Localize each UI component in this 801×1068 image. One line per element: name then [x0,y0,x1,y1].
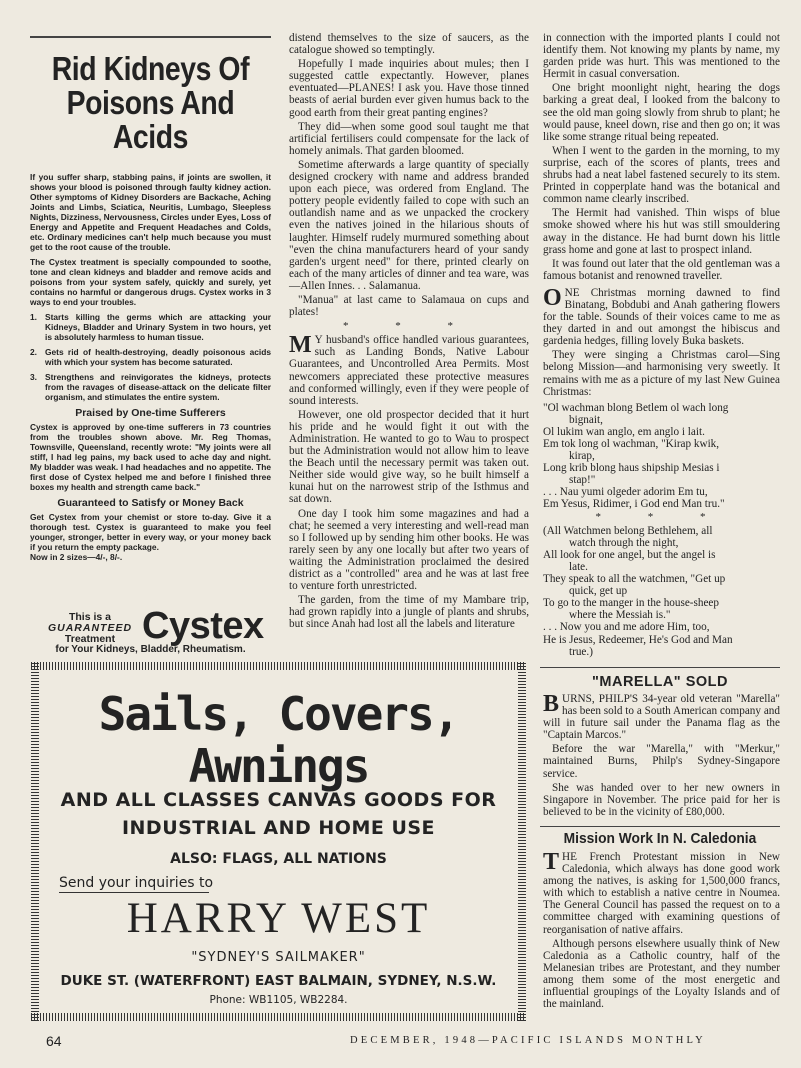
cystex-treatment: The Cystex treatment is specially compounded to soothe, tone and clean kidneys and bladder and remove acids and poisons from your system safely, quickly and surely, yet contains no harmful or dangerous drugs. Cystex works in 3 ways to end your troubles. [30,257,271,307]
verse-line: quick, get up [569,585,628,598]
verse-line: Long krib blong haus shipship Mesias i [543,462,720,475]
verse-line: true.) [569,645,593,658]
caledonia-article [543,851,780,1012]
cystex-point [30,312,271,342]
page-number: 64 [46,1033,62,1049]
cystex-sizes: Now in 2 sizes—4/-, 8/-. [30,552,123,562]
section-divider-stars: * * * [595,510,728,523]
drop-cap: T [543,849,560,875]
verse-line: . . . Nau yumi olgeder adorim Em tu, [543,486,708,499]
sails-ad-send-underline [59,892,209,893]
verse-line: bignait, [569,413,603,426]
article-paragraph: Hopefully I made inquiries about mules; then I suggested cattle expectantly. However, planes eventuated—PLANES! I ask you. Have those tinned beasts of aerial burden ever given humus back to the good earth from their great panting engines? [289,58,529,119]
cystex-headline-2: Poisons And Acids [66,84,235,155]
verse-line: (All Watchmen belong Bethlehem, all [543,524,713,537]
point-text: Starts killing the germs which are attacking your Kidneys, Bladder and Urinary System in two hours, yet is absolutely harmless to human tissue. [45,312,271,342]
cystex-guarantee-text: Get Cystex from your chemist or store to-day. Give it a thorough test. Cystex is guaranteed to make you feel younger, stronger, better in every way, or your money back if you return the empty package. [30,512,271,552]
sails-ad-address: DUKE ST. (WATERFRONT) EAST BALMAIN, SYDNEY, N.S.W. [60,973,497,989]
article-paragraph [543,693,780,741]
point-text: Gets rid of health-destroying, deadly poisonous acids with which your system has become saturated. [45,347,271,367]
article-paragraph [543,851,780,936]
cystex-brand-logo: Cystex [142,605,264,647]
article-paragraph: It was found out later that the old gentleman was a famous botanist and renowned traveller. [543,257,780,282]
verse-line: Ol lukim wan anglo, em anglo i lait. [543,425,705,438]
sails-ad-border-left [31,662,39,1021]
verse-line: watch through the night, [569,536,679,549]
article-paragraph: in connection with the imported plants I could not identify them. Not knowing my plants by name, my garden pride was hurt. This was mentioned to the Hermit in casual conversation. [543,32,780,81]
logo-prefix-1: This is a [68,611,111,623]
article-paragraph: When I went to the garden in the morning, to my surprise, each of the scores of plants, trees and shrubs had a neat label fastened securely to its stem. Printed in copperplate hand was the botanical and common name clearly inscribed. [543,144,780,206]
caledonia-heading: Mission Work In N. Caledonia [563,831,757,847]
article-paragraph: They did—when some good soul taught me that artificial fertilisers could compensate for the lack of homely animals. That garden bloomed. [289,120,529,157]
sails-ad-name: HARRY WEST [126,895,431,942]
article-paragraph: They were singing a Christmas carol—Sing belong Mission—and harmonising very sweetly. It remains with me as a picture of my last New Guinea Christmas: [543,349,780,398]
cystex-points [30,312,271,402]
cystex-guarantee-heading: Guaranteed to Satisfy or Money Back [57,497,244,509]
drop-cap: B [543,691,560,717]
dropcap-paragraph-text: Y husband's office handled various guarantees, such as Landing Bonds, Native Labour Guarantees, and Uncontrolled Area Permits. Most newcomers appreciated these protective measures and conformed willingly, even if they were people of sound interests. [289,334,529,407]
cystex-point [30,347,271,367]
article-paragraph: Before the war "Marella," with "Merkur," maintained Burns, Philp's Sydney-Singapore service. [543,743,780,780]
section-divider-stars: * * * [343,320,475,333]
sails-ad-border-bottom [31,1013,526,1021]
sails-ad-tagline: "SYDNEY'S SAILMAKER" [191,950,366,965]
footer-issue: DECEMBER, 1948—PACIFIC ISLANDS MONTHLY [350,1035,706,1046]
dropcap-paragraph-text: HE French Protestant mission in New Caledonia, which always has done good work among the natives, is asking for 1,500,000 francs, with which to establish a native centre in Noumea. The General Council has passed the request on to a committee charged with examining questions of reorganisation of native affairs. [543,851,780,936]
article-paragraph: One bright moonlight night, hearing the dogs barking a great deal, I looked from the balcony to see the old man going slowly from shrub to plant; he would pause, kneel down, rise and then go on; it was like some strange ritual being repeated. [543,82,780,143]
sails-ad-line-1: AND ALL CLASSES CANVAS GOODS FOR [60,789,497,811]
marella-article [543,693,780,820]
point-number: 1. [30,312,37,322]
cystex-intro: If you suffer sharp, stabbing pains, if joints are swollen, it shows your blood is poisoned through faulty kidney action. Other symptoms of Kidney Disorders are Backache, Aching Joints and Limbs, Sciatica, Neuritis, Lumbago, Sleepless Nights, Dizziness, Nervousness, Circles under Eyes, Loss of Energy and Appetite and Frequent Headaches and Colds, etc. Ordinary medicines can't help much because you must get to the root cause of the trouble. [30,172,271,252]
sails-ad [39,670,518,1013]
marella-heading: "MARELLA" SOLD [592,674,728,690]
cystex-point [30,372,271,402]
article-paragraph: Although persons elsewhere usually think of New Caledonia as a Catholic country, half of the Melanesian tribes are Protestant, and they number among them some of the most energetic and influential groupings of the Loyalty Islands and of the mainland. [543,937,780,1011]
drop-cap: O [543,284,562,311]
verse-line: "Ol wachman blong Betlem ol wach long [543,401,729,414]
point-number: 2. [30,347,37,357]
sails-ad-line-2: INDUSTRIAL AND HOME USE [121,817,436,839]
caledonia-top-rule [540,826,780,827]
article-column-right [543,32,780,658]
article-column-middle [289,32,529,633]
verse-line: All look for one angel, but the angel is [543,548,716,561]
article-paragraph: The Hermit had vanished. Thin wisps of blue smoke showed where his hut was still smouldering away in the distance. He had burnt down his little grass home and gone at last to prospect inland. [543,207,780,256]
article-paragraph [543,284,780,348]
verse-line: where the Messiah is." [569,609,671,622]
drop-cap: M [289,332,312,359]
cystex-top-rule [30,36,271,38]
cystex-ad [30,40,271,567]
cystex-logo-tagline: for Your Kidneys, Bladder, Rheumatism. [55,644,246,655]
sails-ad-border-right [518,662,526,1021]
sails-ad-phone: Phone: WB1105, WB2284. [209,994,348,1006]
article-paragraph: "Manua" at last came to Salamaua on cups and plates! [289,293,529,319]
verse-line: Em tok long ol wachman, "Kirap kwik, [543,438,720,450]
carol-verse-english [543,525,780,658]
verse-line: late. [569,560,588,573]
cystex-praised-heading: Praised by One-time Sufferers [75,407,226,419]
dropcap-paragraph-text: NE Christmas morning dawned to find Binatang, Bobdubi and Anah gathering flowers for the table. Sounds of their voices came to me as they darted in and out amongst the hibiscus and gardenia hedges, filling lovely Buka baskets. [543,286,780,348]
verse-line: He is Jesus, Redeemer, He's God and Man [543,633,733,646]
cystex-headline-1: Rid Kidneys Of [51,50,250,87]
sails-ad-border-top [31,662,526,670]
marella-top-rule [540,667,780,668]
article-paragraph: She was handed over to her new owners in Singapore in November. The price paid for her is believed to be in the vicinity of £80,000. [543,781,780,818]
logo-prefix-2: GUARANTEED [47,622,133,634]
article-paragraph: The garden, from the time of my Mambare trip, had grown rapidly into a jungle of plants and shrubs, but since Anah had lost all the labels and literature [289,594,529,631]
article-paragraph: One day I took him some magazines and had a chat; he seemed a very interesting and well-read man so I followed up by sending him other books. He was rarely seen by any one locally but after two years of waiting the Administration proclaimed the desired district as a "controlled" area and he was at last free to venture forth unrestricted. [289,507,529,593]
verse-line: To go to the manger in the house-sheep [543,597,719,610]
article-paragraph: However, one old prospector decided that it hurt his pride and he would fight it out with the Administration. He wanted to go to Wau to prospect but the Administration would not allow him to leave the Beach until the necessary permit was taken out. Neither side would give way, so he built himself a kunai hut on the narrowest strip of the Isthmus and sat down. [289,408,529,506]
point-number: 3. [30,372,37,382]
article-paragraph: distend themselves to the size of saucers, as the catalogue showed so temptingly. [289,32,529,57]
point-text: Strengthens and reinvigorates the kidneys, protects from the ravages of disease-attack on the delicate filter organism, and stimulates the entire system. [45,372,271,402]
cystex-logo-prefix [40,612,140,645]
verse-line: Em Yesus, Ridimer, i God end Man tru." [543,498,725,511]
sails-ad-headline: Sails, Covers, Awnings [98,687,459,793]
verse-line: stap!" [569,474,596,487]
logo-prefix-3: Treatment [64,633,116,645]
verse-line: kirap, [569,450,595,463]
verse-line: . . . Now you and me adore Him, too, [543,621,710,634]
verse-line: They speak to all the watchmen, "Get up [543,573,726,586]
dropcap-paragraph-text: URNS, PHILP'S 34-year old veteran "Marella" has been sold to a South American company and will in future sail under the Panama flag as the "Captain Marcos." [543,693,780,742]
cystex-logo-block [30,605,271,660]
carol-verse-pidgin [543,402,780,511]
article-paragraph [289,334,529,407]
cystex-praised-text: Cystex is approved by one-time sufferers in 73 countries from the troubles shown above. Mr. Reg Thomas, Townsville, Queensland, recently wrote: "My joints were all stiff, I had leg pains, my back used to ache day and night. My bladder was weak. I had headaches and no appetite. The first dose of Cystex helped me and before I finished three boxes my health and strength came back." [30,422,271,492]
sails-ad-send: Send your inquiries to [59,875,214,891]
sails-ad-line-3: ALSO: FLAGS, ALL NATIONS [170,851,387,867]
cystex-body [30,172,271,562]
article-paragraph: Sometime afterwards a large quantity of specially designed crockery with name and address branded upon each piece, was ordered from England. The pottery people evidently failed to cope with such an outlandish name and as we unpacked the crockery even the natives joined in the hilarious shouts of laughter. Himself rudely murmured something about "even the china manufacturers heard of your sandy garden's urgent need" for there, printed clearly on each of the many articles of dinner and tea ware, was—Allen Innes. . . Salamanua. [289,158,529,292]
